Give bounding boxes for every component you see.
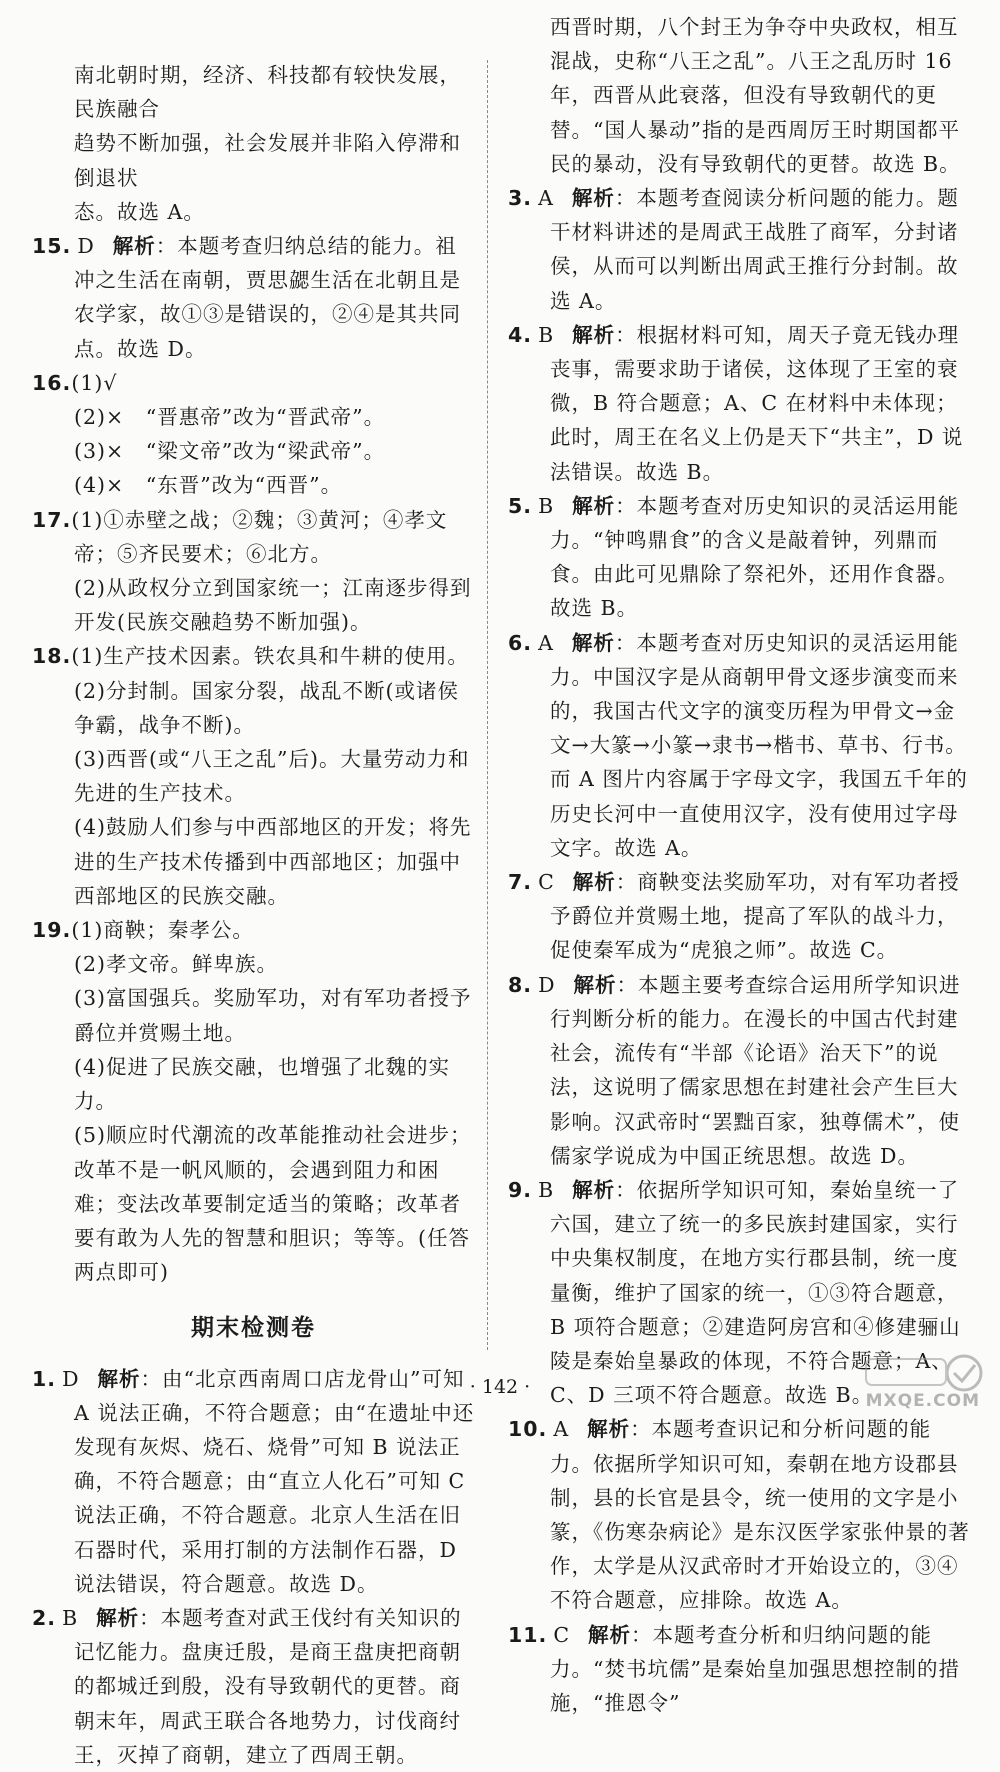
answer-letter: B	[62, 1605, 79, 1630]
question-number: 11.	[508, 1622, 548, 1647]
watermark-logo	[846, 1351, 986, 1413]
sub-answer: (2)孝文帝。鲜卑族。	[74, 952, 279, 977]
exam-question-2	[32, 1601, 475, 1772]
question-number: 16.	[32, 370, 72, 395]
question-15	[32, 229, 475, 366]
exam-question-8	[508, 968, 970, 1173]
question-number: 2.	[32, 1605, 57, 1630]
left-column	[32, 58, 475, 1772]
question-number: 17.	[32, 507, 72, 532]
analysis-text: ：本题考查对历史知识的灵活运用能力。“钟鸣鼎食”的含义是敲着钟，列鼎而食。由此可见鼎除了祭祀外，还用作食器。故选 B。	[550, 493, 960, 621]
sub-answer: (3)× “梁文帝”改为“梁武帝”。	[74, 439, 386, 464]
answer-letter: C	[538, 870, 555, 895]
question-number: 4.	[508, 322, 533, 347]
question-number: 19.	[32, 918, 72, 943]
exam-question-4	[508, 318, 970, 489]
question-number: 9.	[508, 1177, 533, 1202]
text-line: 态。故选 A。	[74, 199, 205, 224]
answer-letter: D	[62, 1366, 80, 1391]
analysis-text: ：本题考查识记和分析问题的能力。依据所学知识可知，秦朝在地方设郡县制，县的长官是县令，统一使用的文字是小篆，《伤寒杂病论》是东汉医学家张仲景的著作，太学是从汉武帝时才开始设立的，③④不符合题意，应排除。故选 A。	[550, 1417, 970, 1613]
analysis-text: ：本题考查对历史知识的灵活运用能力。中国汉字是从商朝甲骨文逐步演变而来的，我国古代文字的演变历程为甲骨文→金文→大篆→小篆→隶书→楷书、草书、行书。而 A 图片内容属于字母文字，我国五千年的历史长河中一直使用汉字，没有使用过字母文字。故选 A。	[550, 630, 968, 860]
answer-letter: D	[538, 972, 556, 997]
sub-answer: (1)生产技术因素。铁农具和牛耕的使用。	[71, 644, 469, 669]
analysis-label: 解析	[587, 1417, 631, 1442]
analysis-label: 解析	[573, 972, 617, 997]
sub-answer: (5)顺应时代潮流的改革能推动社会进步；改革不是一帆风顺的，会遇到阻力和困难；变法改革要制定适当的策略；改革者要有敢为人先的智慧和胆识；等等。(任答两点即可)	[74, 1123, 472, 1285]
answer-letter: B	[538, 1177, 555, 1202]
sub-answer: (1)商鞅；秦孝公。	[71, 918, 254, 943]
analysis-text: ：本题考查阅读分析问题的能力。题干材料讲述的是周武王战胜了商军，分封诸侯，从而可以判断出周武王推行分封制。故选 A。	[550, 186, 959, 313]
analysis-label: 解析	[112, 234, 156, 259]
analysis-label: 解析	[588, 1622, 632, 1647]
question-17	[32, 503, 475, 571]
sub-answer: (4)鼓励人们参与中西部地区的开发；将先进的生产技术传播到中西部地区；加强中西部地区的民族交融。	[74, 815, 472, 908]
exam-question-5	[508, 489, 970, 626]
analysis-text: ：由“北京西南周口店龙骨山”可知 A 说法正确，不符合题意；由“在遗址中还发现有灰烬、烧石、烧骨”可知 B 说法正确，不符合题意；由“直立人化石”可知 C 说法正确，不符合题意。北京人生活在旧石器时代，采用打制的方法制作石器，D 说法错误，符合题意。故选 D。	[74, 1366, 475, 1596]
analysis-label: 解析	[572, 870, 616, 895]
analysis-label: 解析	[572, 1177, 616, 1202]
answer-letter: C	[553, 1622, 571, 1647]
column-divider	[487, 60, 488, 1350]
analysis-label: 解析	[572, 322, 616, 347]
section-title: 期末检测卷	[191, 1315, 316, 1342]
sub-answer: (2)从政权分立到国家统一；江南逐步得到开发(民族交融趋势不断加强)。	[74, 576, 472, 635]
answer-letter: A	[538, 186, 554, 211]
analysis-label: 解析	[97, 1366, 141, 1391]
continued-paragraph: 西晋时期，八个封王为争夺中央政权，相互混战，史称“八王之乱”。八王之乱历时 16 年，西晋从此衰落，但没有导致朝代的更替。“国人暴动”指的是西周厉王时期国都平民的暴动，没有导致朝代的更替。故选 B。	[550, 15, 961, 176]
answer-letter: D	[77, 234, 95, 259]
answer-letter: B	[538, 322, 555, 347]
question-number: 5.	[508, 493, 533, 518]
sub-answer: (1)①赤壁之战；②魏；③黄河；④孝文帝；⑤齐民要术；⑥北方。	[71, 507, 448, 566]
analysis-label: 解析	[96, 1605, 140, 1630]
question-number: 8.	[508, 972, 533, 997]
intro-paragraph	[32, 58, 475, 229]
exam-question-3	[508, 181, 970, 318]
question-number: 6.	[508, 630, 533, 655]
page-number: · 142 ·	[469, 1376, 531, 1398]
analysis-text: ：本题主要考查综合运用所学知识进行判断分析的能力。在漫长的中国古代封建社会，流传有“半部《论语》治天下”的说法，这说明了儒家思想在封建社会产生巨大影响。汉武帝时“罢黜百家，独尊儒术”，使儒家学说成为中国正统思想。故选 D。	[550, 972, 961, 1168]
analysis-text: ：商鞅变法奖励军功，对有军功者授予爵位并赏赐土地，提高了军队的战斗力，促使秦军成为“虎狼之师”。故选 C。	[550, 870, 960, 963]
sub-answer: (4)促进了民族交融，也增强了北魏的实力。	[74, 1054, 451, 1114]
exam-question-6	[508, 626, 970, 865]
sub-answer: (2)分封制。国家分裂，战乱不断(或诸侯争霸，战争不断)。	[74, 678, 460, 737]
exam-question-10	[508, 1412, 970, 1617]
analysis-text: ：本题考查对武王伐纣有关知识的记忆能力。盘庚迁殷，是商王盘庚把商朝的都城迁到殷，没有导致朝代的更替。商朝末年，周武王联合各地势力，讨伐商纣王，灭掉了商朝，建立了西周王朝。	[74, 1605, 462, 1767]
question-number: 3.	[508, 186, 533, 211]
question-number: 7.	[508, 870, 533, 895]
answer-letter: A	[553, 1417, 570, 1442]
answer-letter: B	[538, 493, 555, 518]
sub-answer: (2)× “晋惠帝”改为“晋武帝”。	[74, 405, 386, 430]
analysis-label: 解析	[572, 493, 616, 518]
exam-question-11	[508, 1618, 970, 1721]
analysis-text: ：依据所学知识可知，秦始皇统一了六国，建立了统一的多民族封建国家，实行中央集权制度，在地方实行郡县制，统一度量衡，维护了国家的统一，①③符合题意，B 项符合题意；②建造阿房宫和④修建骊山陵是秦始皇暴政的体现，不符合题意；A、C、D 三项不符合题意。故选 B。	[550, 1177, 961, 1408]
analysis-text: ：根据材料可知，周天子竟无钱办理丧事，需要求助于诸侯，这体现了王室的衰微，B 符合题意；A、C 在材料中未体现；此时，周王在名义上仍是天下“共主”，D 说法错误。故选 B。	[550, 322, 964, 484]
exam-question-7	[508, 865, 970, 968]
question-number: 15.	[32, 234, 72, 259]
question-19	[32, 913, 475, 947]
analysis-label: 解析	[571, 630, 615, 655]
text-line: 南北朝时期，经济、科技都有较快发展，民族融合	[74, 63, 461, 122]
sub-answer: (3)富国强兵。奖励军功，对有军功者授予爵位并赏赐土地。	[74, 986, 472, 1045]
question-number: 1.	[32, 1366, 57, 1391]
sub-answer: (3)西晋(或“八王之乱”后)。大量劳动力和先进的生产技术。	[74, 747, 470, 806]
sub-answer: (1)√	[71, 370, 118, 395]
question-number: 18.	[32, 644, 72, 669]
watermark-text: MXQE.COM	[865, 1391, 980, 1411]
right-column	[508, 15, 970, 1720]
analysis-label: 解析	[571, 186, 615, 211]
analysis-text: ：本题考查分析和归纳问题的能力。“焚书坑儒”是秦始皇加强思想控制的措施，“推恩令”	[550, 1622, 960, 1715]
analysis-text: ：本题考查归纳总结的能力。祖冲之生活在南朝，贾思勰生活在北朝且是农学家，故①③是错误的，②④是其共同点。故选 D。	[74, 234, 461, 361]
question-18	[32, 639, 475, 673]
sub-answer: (4)× “东晋”改为“西晋”。	[74, 473, 343, 498]
question-number: 10.	[508, 1417, 548, 1442]
question-16	[32, 366, 475, 400]
answer-letter: A	[538, 630, 554, 655]
text-line: 趋势不断加强，社会发展并非陷入停滞和倒退状	[74, 131, 461, 190]
